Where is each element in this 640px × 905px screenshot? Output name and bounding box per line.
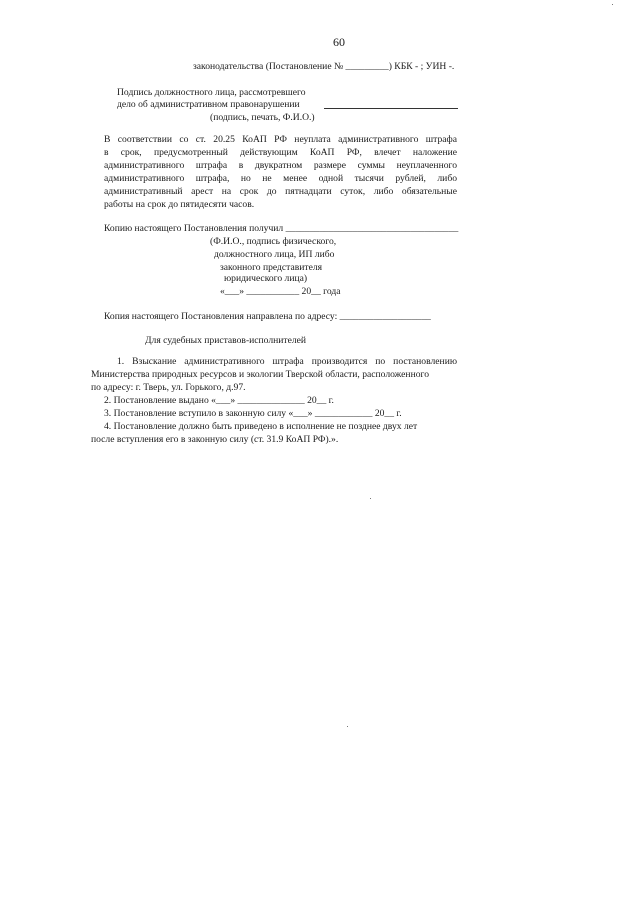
penalty-paragraph-line6: работы на срок до пятидесяти часов.: [104, 199, 255, 210]
copy-received-caption-line3: законного представителя: [220, 262, 323, 273]
bailiff-item1-line2: Министерства природных ресурсов и экологии Тверской области, расположенного: [91, 369, 429, 380]
bailiff-item1-line1: 1. Взыскание административного штрафа производится по постановлению: [117, 356, 457, 367]
copy-received-label: Копию настоящего Постановления получил ____________________________________: [104, 223, 459, 234]
page-number: 60: [333, 35, 345, 49]
penalty-paragraph-line5: административный арест на срок до пятнадцати суток, либо обязательные: [104, 186, 457, 197]
copy-sent-label: Копия настоящего Постановления направлена по адресу: ___________________: [104, 311, 431, 322]
penalty-paragraph-line1: В соответствии со ст. 20.25 КоАП РФ неуплата административного штрафа: [104, 134, 457, 145]
official-signature-caption: (подпись, печать, Ф.И.О.): [210, 112, 315, 123]
scan-speck: [612, 4, 613, 5]
copy-received-caption-line1: (Ф.И.О., подпись физического,: [210, 236, 337, 247]
bailiff-item2: 2. Постановление выдано «___» ______________ 20__ г.: [104, 395, 334, 406]
header-line: законодательства (Постановление № _________) КБК - ; УИН -.: [193, 61, 455, 72]
official-signature-line1: Подпись должностного лица, рассмотревшего: [117, 87, 306, 98]
scan-speck: [370, 498, 371, 499]
official-signature-line2: дело об административном правонарушении: [117, 99, 300, 110]
penalty-paragraph-line3: административного штрафа в двукратном размере суммы неуплаченного: [104, 160, 457, 171]
copy-received-caption-line4: юридического лица): [224, 273, 308, 284]
bailiffs-heading: Для судебных приставов-исполнителей: [145, 335, 307, 346]
bailiff-item4-line2: после вступления его в законную силу (ст. 31.9 КоАП РФ).».: [91, 434, 339, 445]
official-signature-blank: [324, 108, 458, 109]
copy-received-date-line: «___» ___________ 20__ года: [220, 286, 341, 297]
bailiff-item3: 3. Постановление вступило в законную силу «___» ____________ 20__ г.: [104, 408, 402, 419]
bailiff-item1-line3: по адресу: г. Тверь, ул. Горького, д.97.: [91, 382, 246, 393]
penalty-paragraph-line4: административного штрафа, но не менее одной тысячи рублей, либо: [104, 173, 457, 184]
penalty-paragraph-line2: в срок, предусмотренный действующим КоАП РФ, влечет наложение: [104, 147, 457, 158]
bailiff-item4-line1: 4. Постановление должно быть приведено в исполнение не позднее двух лет: [104, 421, 418, 432]
scan-speck: [347, 726, 348, 727]
copy-received-caption-line2: должностного лица, ИП либо: [214, 249, 335, 260]
